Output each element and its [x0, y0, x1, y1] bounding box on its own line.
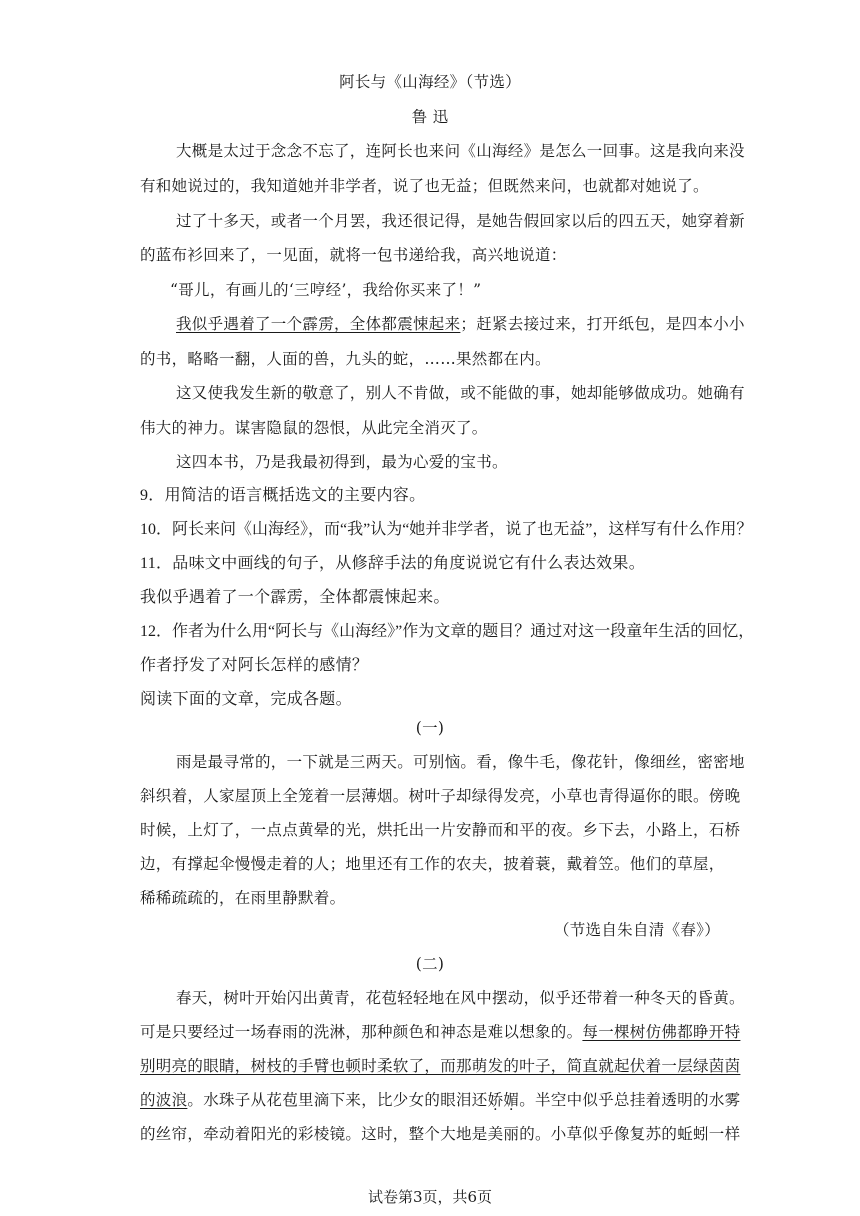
paragraph-line: 边，有撑起伞慢慢走着的人；地里还有工作的农夫，披着蓑，戴着笠。他们的草屋， [140, 855, 725, 873]
paragraph-line: 过了十多天，或者一个月罢，我还很记得，是她告假回家以后的四五天，她穿着新 [176, 212, 745, 230]
paragraph-line [140, 1090, 741, 1110]
reading-instruction: 阅读下面的文章，完成各题。 [140, 691, 352, 708]
paragraph-line: 大概是太过于念念不忘了，连阿长也来问《山海经》是怎么一回事。这是我向来没 [176, 142, 745, 160]
paragraph-line: 的书，略略一翻，人面的兽，九头的蛇，……果然都在内。 [140, 350, 551, 368]
passage-author: 鲁 迅 [411, 108, 449, 126]
paragraph-line: 春天，树叶开始闪出黄青，花苞轻轻地在风中摆动，似乎还带着一种冬天的昏黄。 [176, 989, 745, 1007]
section-heading-1: (一) [415, 719, 445, 737]
paragraph-line [140, 1056, 741, 1076]
emphasis-dot-char: 娇 [487, 1091, 504, 1109]
emphasis-dot-char: 媚 [503, 1091, 520, 1109]
paragraph-line: 这四本书，乃是我最初得到，最为心爱的宝书。 [176, 453, 508, 471]
paragraph-line: 时候，上灯了，一点点黄晕的光，烘托出一片安静而和平的夜。乡下去，小路上，石桥 [140, 821, 741, 839]
question-12: 12．作者为什么用“阿长与《山海经》”作为文章的题目？通过对这一段童年生活的回忆， [140, 623, 755, 640]
question-12-continued: 作者抒发了对阿长怎样的感情？ [140, 657, 369, 674]
sentence-rest: ；赶紧去接过来，打开纸包，是四本小小 [460, 315, 745, 333]
passage-title: 阿长与《山海经》（节选） [339, 73, 521, 91]
sentence-text: 。水珠子从花苞里滴下来，比少女的眼泪还 [187, 1091, 488, 1109]
source-citation: （节选自朱自清《春》） [553, 921, 720, 939]
question-11: 11．品味文中画线的句子，从修辞手法的角度说说它有什么表达效果。 [140, 555, 646, 572]
underlined-sentence: 的波浪 [140, 1091, 188, 1109]
page-footer: 试卷第3页，共6页 [367, 1188, 493, 1206]
paragraph-line: 伟大的神力。谋害隐鼠的怨恨，从此完全消灭了。 [140, 419, 488, 437]
question-10: 10．阿长来问《山海经》，而“我”认为“她并非学者，说了也无益”，这样写有什么作用？ [140, 521, 753, 538]
paragraph-line [176, 314, 745, 334]
paragraph-line: 这又使我发生新的敬意了，别人不肯做，或不能做的事，她却能够做成功。她确有 [176, 384, 745, 402]
section-heading-2: (二) [415, 955, 445, 973]
sentence-text: 可是只要经过一场春雨的洗淋，那种颜色和神态是难以想象的。 [140, 1023, 583, 1041]
underlined-sentence: 我似乎遇着了一个霹雳，全体都震悚起来 [176, 315, 461, 333]
paragraph-line: 斜织着，人家屋顶上全笼着一层薄烟。树叶子却绿得发亮，小草也青得逼你的眼。傍晚 [140, 787, 741, 805]
paragraph-line: 有和她说过的，我知道她并非学者，说了也无益；但既然来问，也就都对她说了。 [140, 177, 709, 195]
underlined-sentence: 别明亮的眼睛，树枝的手臂也顿时柔软了，而那萌发的叶子，简直就起伏着一层绿茵茵 [140, 1057, 741, 1075]
question-9: 9．用简洁的语言概括选文的主要内容。 [140, 487, 426, 504]
paragraph-line: 稀稀疏疏的，在雨里静默着。 [140, 889, 346, 907]
paragraph-line: 的丝帘，牵动着阳光的彩棱镜。这时，整个大地是美丽的。小草似乎像复苏的蚯蚓一样 [140, 1125, 741, 1143]
sentence-text: 。半空中似乎总挂着透明的水雾 [519, 1091, 741, 1109]
paragraph-line: 雨是最寻常的，一下就是三两天。可别恼。看，像牛毛，像花针，像细丝，密密地 [176, 753, 745, 771]
underlined-sentence: 每一棵树仿佛都睁开特 [582, 1023, 741, 1041]
paragraph-line: 的蓝布衫回来了，一见面，就将一包书递给我，高兴地说道： [140, 246, 567, 264]
dialogue-line: “哥儿，有画儿的‘三哼经’，我给你买来了！” [170, 281, 482, 299]
paragraph-line [140, 1022, 741, 1042]
question-11-sentence: 我似乎遇着了一个霹雳，全体都震悚起来。 [140, 589, 450, 606]
